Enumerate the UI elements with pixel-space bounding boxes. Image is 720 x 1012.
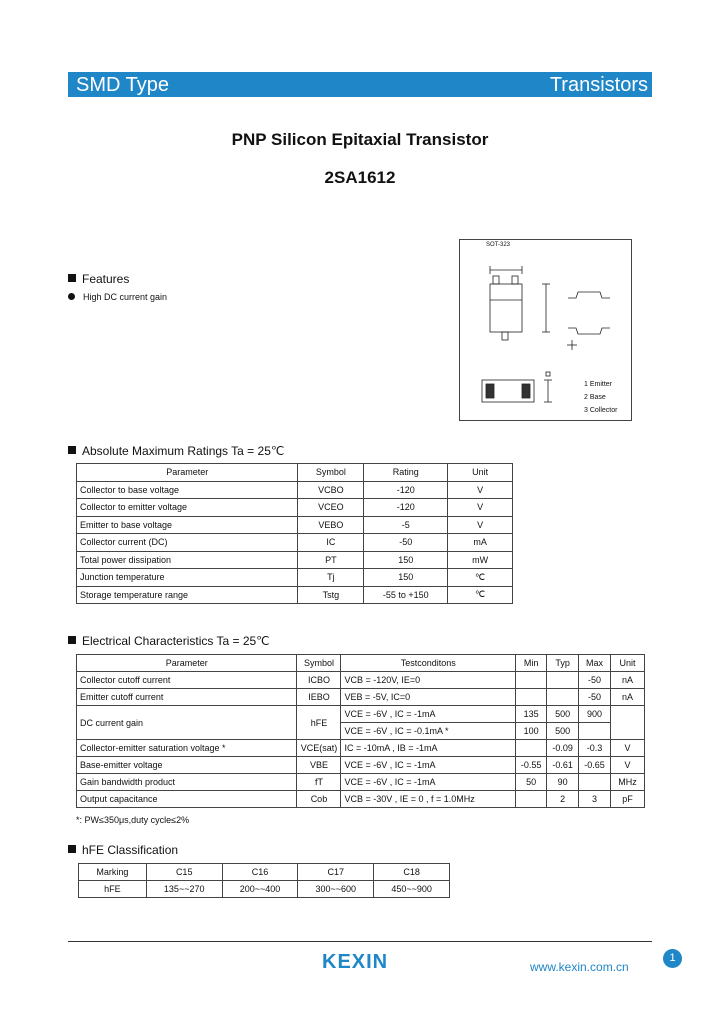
table-cell: hFE: [79, 881, 147, 898]
table-row: [77, 534, 513, 552]
table-cell: Output capacitance: [77, 791, 297, 808]
dot-bullet-icon: [68, 293, 75, 300]
table-row: [77, 740, 645, 757]
table-cell: Collector to base voltage: [77, 481, 298, 499]
header-category: SMD Type: [76, 74, 169, 96]
table-header: Symbol: [298, 464, 364, 482]
square-bullet-icon: [68, 845, 76, 853]
footer-divider: [68, 941, 652, 942]
table-cell: [516, 672, 547, 689]
table-row: [77, 499, 513, 517]
table-cell: 135~~270: [146, 881, 222, 898]
table-row: [77, 551, 513, 569]
table-cell: -0.61: [547, 757, 579, 774]
table-cell: -55 to +150: [364, 586, 448, 604]
table-cell: -50: [364, 534, 448, 552]
table-header: C16: [222, 864, 298, 881]
table-cell: [547, 672, 579, 689]
table-cell: V: [611, 740, 645, 757]
table-cell: [516, 689, 547, 706]
table-header: Min: [516, 655, 547, 672]
table-cell: mW: [448, 551, 513, 569]
hfe-heading: hFE Classification: [68, 843, 178, 857]
table-cell: VCBO: [298, 481, 364, 499]
table-cell: Tstg: [298, 586, 364, 604]
table-cell: 150: [364, 551, 448, 569]
table-row: [77, 774, 645, 791]
table-cell: -50: [579, 672, 611, 689]
table-cell: -0.65: [579, 757, 611, 774]
table-cell: [516, 740, 547, 757]
table-row: [77, 757, 645, 774]
table-cell: VCB = -30V , IE = 0 , f = 1.0MHz: [341, 791, 516, 808]
table-cell: 300~~600: [298, 881, 374, 898]
pin-3-label: 3 Collector: [584, 407, 618, 414]
ec-heading: Electrical Characteristics Ta = 25℃: [68, 634, 270, 648]
table-cell: -120: [364, 481, 448, 499]
square-bullet-icon: [68, 636, 76, 644]
table-header: C17: [298, 864, 374, 881]
table-header: Unit: [448, 464, 513, 482]
table-cell: hFE: [297, 706, 341, 740]
table-cell: VEBO: [298, 516, 364, 534]
table-cell: ℃: [448, 569, 513, 587]
package-drawing: [459, 239, 632, 421]
table-header-row: [77, 464, 513, 482]
table-cell: -0.09: [547, 740, 579, 757]
table-cell: 200~~400: [222, 881, 298, 898]
table-cell: VCE = -6V , IC = -1mA: [341, 706, 516, 723]
header-type: Transistors: [549, 74, 648, 96]
table-cell: 3: [579, 791, 611, 808]
table-cell: 50: [516, 774, 547, 791]
package-name: SOT-323: [486, 242, 511, 248]
table-cell: [579, 774, 611, 791]
table-cell: [547, 689, 579, 706]
table-cell: VBE: [297, 757, 341, 774]
table-cell: VCE = -6V , IC = -1mA: [341, 774, 516, 791]
table-cell: 100: [516, 723, 547, 740]
package-outline-drawing: [460, 240, 631, 420]
website-link[interactable]: www.kexin.com.cn: [530, 960, 629, 974]
table-cell: VCE(sat): [297, 740, 341, 757]
table-cell: nA: [611, 689, 645, 706]
table-cell: V: [448, 516, 513, 534]
square-bullet-icon: [68, 446, 76, 454]
table-cell: pF: [611, 791, 645, 808]
table-header: Unit: [611, 655, 645, 672]
table-cell: Gain bandwidth product: [77, 774, 297, 791]
square-bullet-icon: [68, 274, 76, 282]
table-cell: V: [448, 499, 513, 517]
table-cell: -50: [579, 689, 611, 706]
table-cell: IEBO: [297, 689, 341, 706]
table-cell: Collector-emitter saturation voltage *: [77, 740, 297, 757]
table-cell: VCB = -120V, IE=0: [341, 672, 516, 689]
table-header: Rating: [364, 464, 448, 482]
table-header-row: [79, 864, 450, 881]
table-cell: Emitter cutoff current: [77, 689, 297, 706]
table-cell: Junction temperature: [77, 569, 298, 587]
electrical-characteristics-table: [76, 654, 645, 808]
table-cell: -120: [364, 499, 448, 517]
table-cell: Tj: [298, 569, 364, 587]
table-cell: 450~~900: [374, 881, 450, 898]
table-cell: mA: [448, 534, 513, 552]
table-cell: Collector current (DC): [77, 534, 298, 552]
document-title: PNP Silicon Epitaxial Transistor: [231, 130, 489, 149]
table-header: Parameter: [77, 464, 298, 482]
table-row: [77, 481, 513, 499]
table-row: [77, 586, 513, 604]
table-cell: [579, 723, 611, 740]
table-cell: 2: [547, 791, 579, 808]
table-cell: 500: [547, 706, 579, 723]
table-row: [77, 706, 645, 723]
table-row: [77, 569, 513, 587]
table-row: [77, 791, 645, 808]
table-row: [77, 689, 645, 706]
table-cell: [516, 791, 547, 808]
table-cell: Collector to emitter voltage: [77, 499, 298, 517]
pin-1-label: 1 Emitter: [584, 381, 613, 388]
table-cell: -5: [364, 516, 448, 534]
page-number-badge: 1: [663, 949, 682, 968]
table-row: [77, 516, 513, 534]
table-cell: VCE = -6V , IC = -0.1mA *: [341, 723, 516, 740]
table-cell: Collector cutoff current: [77, 672, 297, 689]
table-header: Parameter: [77, 655, 297, 672]
features-heading: Features: [68, 272, 129, 286]
feature-item: High DC current gain: [68, 292, 167, 302]
absolute-max-ratings-table: [76, 463, 513, 604]
table-cell: 150: [364, 569, 448, 587]
table-cell: DC current gain: [77, 706, 297, 740]
table-header: Testconditons: [341, 655, 516, 672]
ec-footnote: *: PW≤350μs,duty cycle≤2%: [76, 815, 190, 825]
hfe-classification-table: [78, 863, 450, 898]
table-cell: -0.3: [579, 740, 611, 757]
table-cell: [611, 706, 645, 740]
table-cell: ICBO: [297, 672, 341, 689]
table-cell: Storage temperature range: [77, 586, 298, 604]
table-header: Max: [579, 655, 611, 672]
table-cell: VCE = -6V , IC = -1mA: [341, 757, 516, 774]
table-cell: ℃: [448, 586, 513, 604]
table-cell: V: [448, 481, 513, 499]
part-number: 2SA1612: [324, 168, 396, 187]
table-header: Typ: [547, 655, 579, 672]
table-cell: MHz: [611, 774, 645, 791]
table-header: Marking: [79, 864, 147, 881]
table-cell: PT: [298, 551, 364, 569]
company-logo: KEXIN: [322, 951, 389, 973]
table-cell: 135: [516, 706, 547, 723]
table-cell: -0.55: [516, 757, 547, 774]
table-cell: VCEO: [298, 499, 364, 517]
table-cell: VEB = -5V, IC=0: [341, 689, 516, 706]
table-cell: IC: [298, 534, 364, 552]
table-header: Symbol: [297, 655, 341, 672]
table-cell: Base-emitter voltage: [77, 757, 297, 774]
table-cell: Cob: [297, 791, 341, 808]
table-row: [77, 672, 645, 689]
table-cell: 90: [547, 774, 579, 791]
table-cell: nA: [611, 672, 645, 689]
table-row: [79, 881, 450, 898]
table-header-row: [77, 655, 645, 672]
table-header: C15: [146, 864, 222, 881]
table-cell: V: [611, 757, 645, 774]
table-cell: 900: [579, 706, 611, 723]
table-cell: Total power dissipation: [77, 551, 298, 569]
table-header: C18: [374, 864, 450, 881]
table-cell: 500: [547, 723, 579, 740]
amr-heading: Absolute Maximum Ratings Ta = 25℃: [68, 444, 284, 458]
table-cell: Emitter to base voltage: [77, 516, 298, 534]
pin-2-label: 2 Base: [584, 394, 606, 401]
table-cell: IC = -10mA , IB = -1mA: [341, 740, 516, 757]
table-cell: fT: [297, 774, 341, 791]
